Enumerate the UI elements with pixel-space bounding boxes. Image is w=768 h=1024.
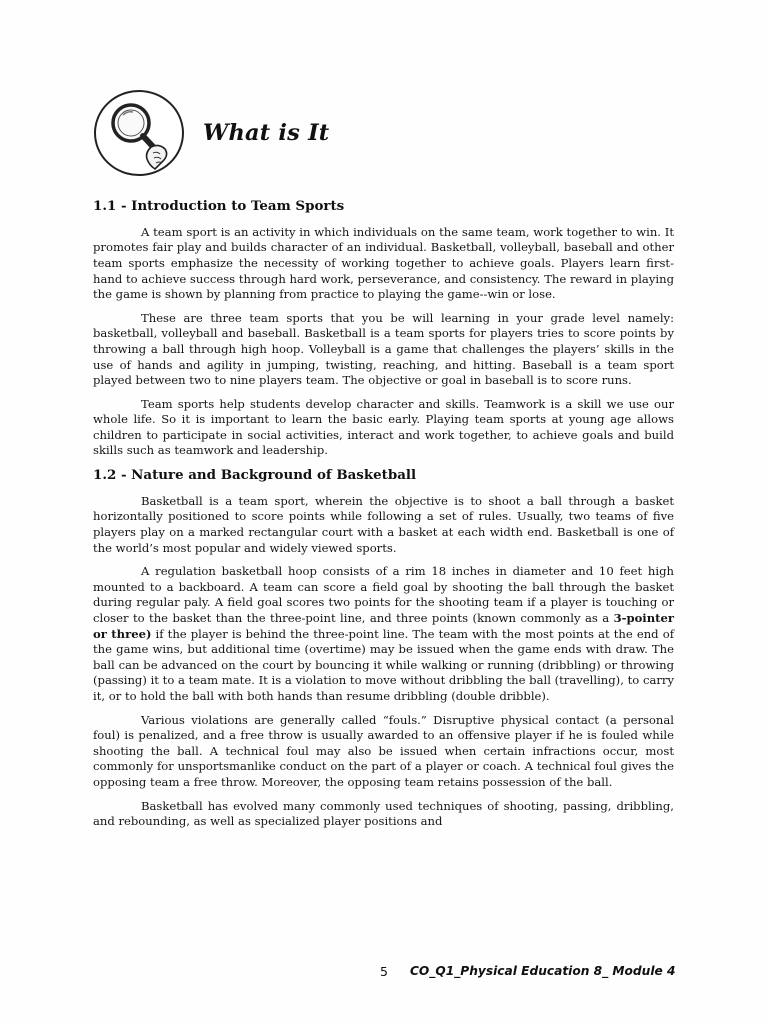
subsection-heading-basketball: 1.2 - Nature and Background of Basketball <box>93 467 417 484</box>
module-label: CO_Q1_Physical Education 8_ Module 4 <box>409 964 676 978</box>
paragraph-three-team-sports: These are three team sports that you be will learning in your grade level namely: basketball, volleyball and baseball. Basketball is a team sports for players tries to score points by throwing a ball through high hoop. Volleyball is a game that challenges the players’ skills in the use of hands and agility in jumping, twisting, reaching, and hitting. Baseball is a team sport played between two to nine players team. The objective or goal in baseball is to score runs. <box>93 310 674 388</box>
paragraph-basketball-scoring-part1: A regulation basketball hoop consists of a rim 18 inches in diameter and 10 feet high mounted to a backboard. A team can score a field goal by shooting the ball through the basket during regular paly. A field goal scores two points for the shooting team if a player is touching or closer to the basket than the three-point line, and three points (known commonly as a <box>93 564 674 625</box>
subsection-heading-team-sports: 1.1 - Introduction to Team Sports <box>93 198 345 214</box>
page-footer <box>380 961 712 981</box>
section-header <box>93 88 329 178</box>
paragraph-basketball-scoring <box>93 564 674 704</box>
page-number: 5 <box>380 963 388 979</box>
paragraph-basketball-fouls: Various violations are generally called “fouls.” Disruptive physical contact (a personal foul) is penalized, and a free throw is usually awarded to an offensive player if he is fouled while shooting the ball. A technical foul may also be issued when certain infractions occur, most commonly for unsportsmanlike conduct on the part of a player or coach. A technical foul gives the opposing team a free throw. Moreover, the opposing team retains possession of the ball. <box>93 712 674 789</box>
module-content <box>93 198 674 836</box>
page-title: What is It <box>203 120 330 146</box>
paragraph-basketball-scoring-part2: if the player is behind the three-point line. The team with the most points at the end of the game wins, but additional time (overtime) may be issued when the game ends with draw. The ball can be advanced on the court by bouncing it while walking or running (dribbling) or throwing (passing) it to a team mate. It is a violation to move without dribbling the ball (travelling), to carry it, or to hold the ball with both hands than resume dribbling (double dribble). <box>93 626 674 703</box>
paragraph-basketball-definition: Basketball is a team sport, wherein the objective is to shoot a ball through a basket horizontally positioned to score points while following a set of rules. Usually, two teams of five players play on a marked rectangular court with a basket at each width end. Basketball is one of the world’s most popular and widely viewed sports. <box>93 493 674 555</box>
paragraph-basketball-techniques: Basketball has evolved many commonly used techniques of shooting, passing, dribbling, and rebounding, as well as specialized player positions and <box>93 798 674 829</box>
magnifying-glass-icon <box>93 89 185 177</box>
paragraph-team-sport-definition: A team sport is an activity in which individuals on the same team, work together to win. It promotes fair play and builds character of an individual. Basketball, volleyball, baseball and other team sports emphasize the necessity of working together to achieve goals. Players learn first-hand to achieve success through hard work, perseverance, and consistency. The reward in playing the game is shown by planning from practice to playing the game--win or lose. <box>93 224 674 302</box>
three-pointer-emphasis: 3-pointer or three) <box>93 610 674 641</box>
paragraph-team-sports-benefits: Team sports help students develop character and skills. Teamwork is a skill we use our whole life. So it is important to learn the basic early. Playing team sports at young age allows children to participate in social activities, interact and work together, to achieve goals and build skills such as teamwork and leadership. <box>93 396 674 458</box>
